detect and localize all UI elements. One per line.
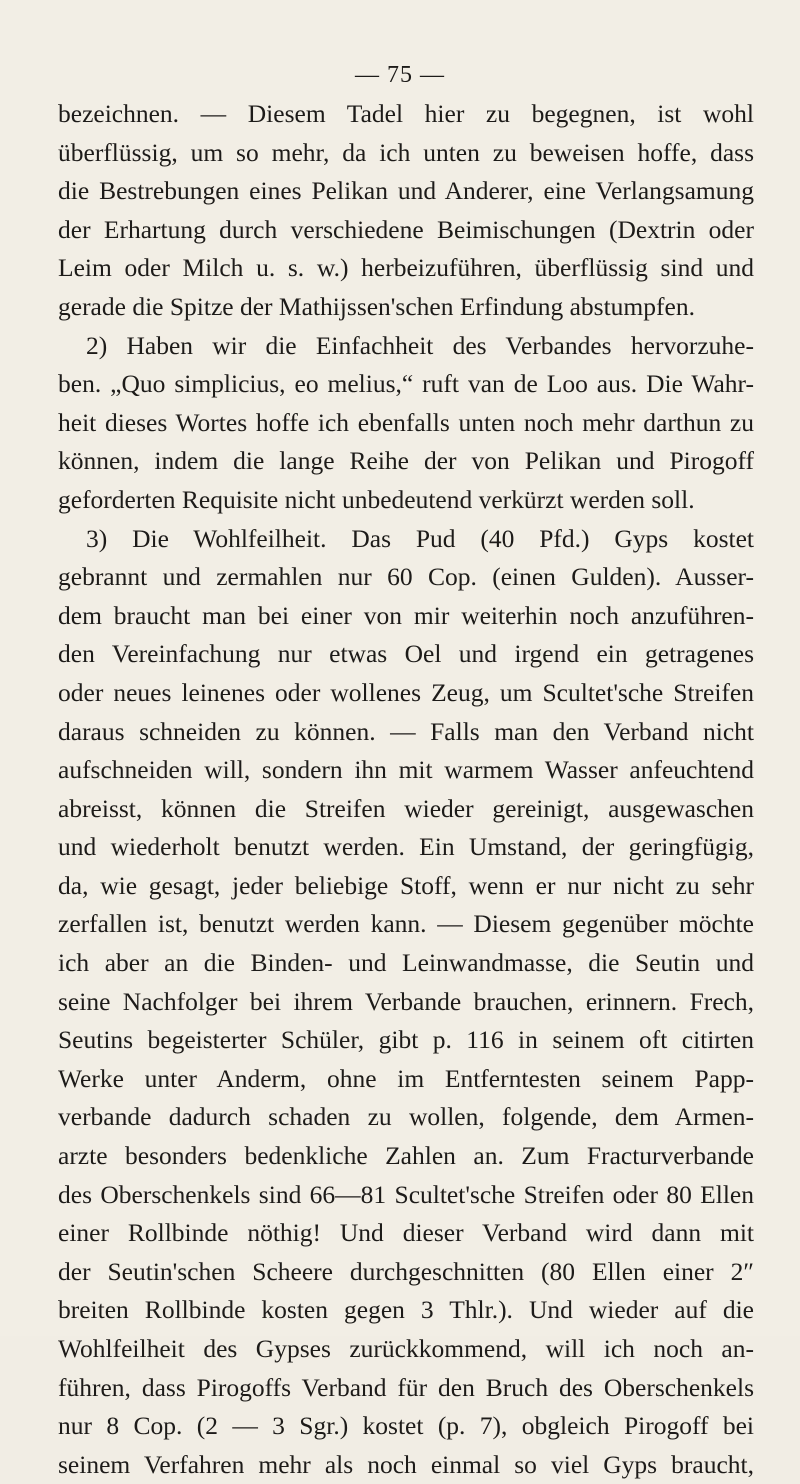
text-line: abreisst, können die Streifen wieder gereinigt, ausgewaschen xyxy=(58,793,754,823)
text-line: den Vereinfachung nur etwas Oel und irgend ein getragenes xyxy=(58,639,754,669)
text-line: Seutins begeisterter Schüler, gibt p. 116 in seinem oft citirten xyxy=(58,1025,754,1055)
text-line: seine Nachfolger bei ihrem Verbande brauchen, erinnern. Frech, xyxy=(58,986,754,1016)
text-line: Leim oder Milch u. s. w.) herbeizuführen, überflüssig sind und xyxy=(58,253,754,283)
text-line: seinem Verfahren mehr als noch einmal so viel Gyps braucht, xyxy=(58,1449,754,1479)
text-line: geforderten Requisite nicht unbedeutend verkürzt werden soll. xyxy=(58,484,695,514)
text-line: überflüssig, um so mehr, da ich unten zu beweisen hoffe, dass xyxy=(58,137,754,167)
text-line: Wohlfeilheit des Gypses zurückkommend, will ich noch an- xyxy=(58,1334,754,1363)
text-line: einer Rollbinde nöthig! Und dieser Verband wird dann mit xyxy=(58,1218,754,1248)
text-line: oder neues leinenes oder wollenes Zeug, um Scultet'sche Streifen xyxy=(58,677,754,707)
text-line: daraus schneiden zu können. — Falls man den Verband nicht xyxy=(58,716,754,746)
text-line: breiten Rollbinde kosten gegen 3 Thlr.). Und wieder auf die xyxy=(58,1295,754,1325)
text-line: 2) Haben wir die Einfachheit des Verbandes hervorzuhe- xyxy=(86,330,754,360)
text-line: ich aber an die Binden- und Leinwandmasse, die Seutin und xyxy=(58,948,754,978)
text-line: zerfallen ist, benutzt werden kann. — Diesem gegenüber möchte xyxy=(58,909,754,939)
text-line: bezeichnen. — Diesem Tadel hier zu begegnen, ist wohl xyxy=(58,99,754,128)
text-line: verbande dadurch schaden zu wollen, folgende, dem Armen- xyxy=(58,1102,754,1132)
page-number: — 75 — xyxy=(355,62,445,88)
text-line: nur 8 Cop. (2 — 3 Sgr.) kostet (p. 7), obgleich Pirogoff bei xyxy=(58,1411,754,1441)
body-text xyxy=(58,95,754,1484)
text-line: da, wie gesagt, jeder beliebige Stoff, wenn er nur nicht zu sehr xyxy=(58,870,754,900)
text-line: gerade die Spitze der Mathijssen'schen Erfindung abstumpfen. xyxy=(58,291,695,321)
text-line: aufschneiden will, sondern ihn mit warmem Wasser anfeuchtend xyxy=(58,755,754,785)
text-line: die Bestrebungen eines Pelikan und Anderer, eine Verlangsamung xyxy=(58,176,754,206)
text-line: und wiederholt benutzt werden. Ein Umstand, der geringfügig, xyxy=(58,832,754,862)
text-line: ben. „Quo simplicius, eo melius,“ ruft van de Loo aus. Die Wahr- xyxy=(58,369,754,399)
text-line: heit dieses Wortes hoffe ich ebenfalls unten noch mehr darthun zu xyxy=(58,407,754,437)
text-line: der Erhartung durch verschiedene Beimischungen (Dextrin oder xyxy=(58,214,754,244)
text-line: arzte besonders bedenkliche Zahlen an. Zum Fracturverbande xyxy=(58,1141,754,1171)
text-line: können, indem die lange Reihe der von Pelikan und Pirogoff xyxy=(58,446,754,476)
text-line: dem braucht man bei einer von mir weiterhin noch anzuführen- xyxy=(58,600,754,630)
text-line: der Seutin'schen Scheere durchgeschnitten (80 Ellen einer 2″ xyxy=(58,1256,754,1286)
text-line: führen, dass Pirogoffs Verband für den Bruch des Oberschenkels xyxy=(58,1372,754,1402)
text-line: Werke unter Anderm, ohne im Entferntesten seinem Papp- xyxy=(58,1063,754,1093)
text-line: des Oberschenkels sind 66—81 Scultet'sche Streifen oder 80 Ellen xyxy=(58,1179,754,1209)
text-line: gebrannt und zermahlen nur 60 Cop. (einen Gulden). Ausser- xyxy=(58,562,754,592)
text-line: 3) Die Wohlfeilheit. Das Pud (40 Pfd.) Gyps kostet xyxy=(86,523,754,553)
